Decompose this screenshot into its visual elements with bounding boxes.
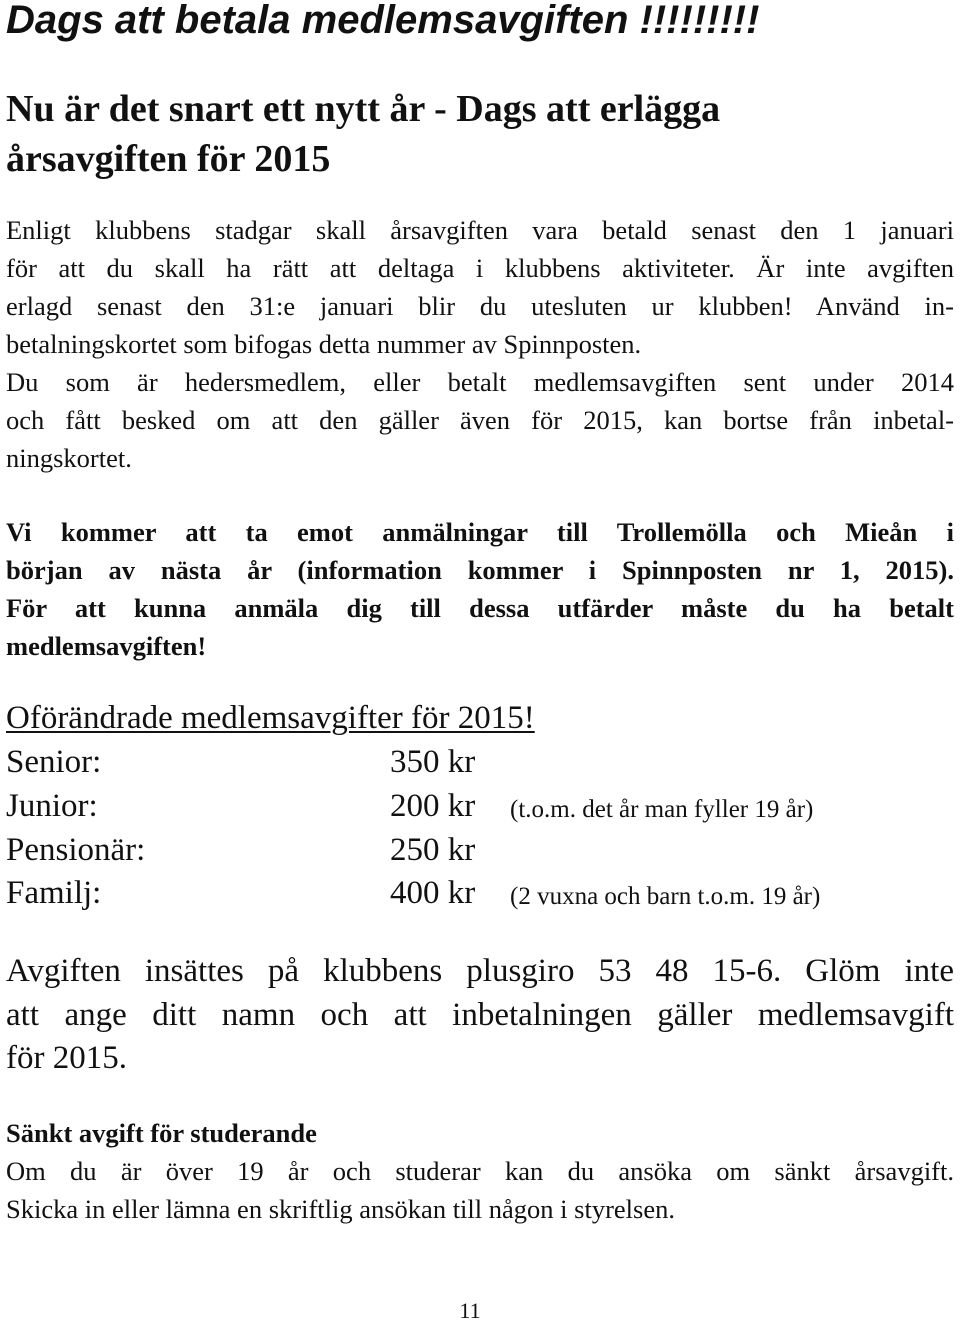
fee-amount: 400 kr	[390, 875, 476, 911]
paragraph-line: Avgiften insättes på klubbens plusgiro 53 48 15-6. Glöm inte	[6, 953, 954, 989]
fees-heading: Oförändrade medlemsavgifter för 2015!	[6, 700, 535, 736]
page-title: Dags att betala medlemsavgiften !!!!!!!!!	[6, 0, 760, 42]
fee-amount: 200 kr	[390, 788, 476, 824]
page-number: 11	[459, 1298, 481, 1323]
paragraph-line: och fått besked om att den gäller även för 2015, kan bortse från inbetal-	[6, 405, 954, 435]
fee-amount: 250 kr	[390, 832, 476, 868]
student-heading: Sänkt avgift för studerande	[6, 1118, 317, 1148]
fee-label: Senior:	[6, 744, 102, 780]
paragraph-line: erlagd senast den 31:e januari blir du utesluten ur klubben! Använd in-	[6, 291, 954, 321]
paragraph-line: medlemsavgiften!	[6, 631, 207, 661]
paragraph-line: För att kunna anmäla dig till dessa utfärder måste du ha betalt	[6, 593, 954, 623]
paragraph-line: betalningskortet som bifogas detta nummer av Spinnposten.	[6, 329, 642, 359]
paragraph-line: att ange ditt namn och att inbetalningen gäller medlemsavgift	[6, 997, 954, 1033]
paragraph-line: Om du är över 19 år och studerar kan du ansöka om sänkt årsavgift.	[6, 1156, 954, 1186]
paragraph-line: för att du skall ha rätt att deltaga i klubbens aktiviteter. Är inte avgiften	[6, 253, 954, 283]
fee-label: Pensionär:	[6, 832, 146, 868]
fee-note: (t.o.m. det år man fyller 19 år)	[510, 796, 814, 823]
fee-label: Familj:	[6, 875, 102, 911]
subtitle	[6, 84, 946, 184]
subtitle-line: Nu är det snart ett nytt år - Dags att erlägga	[6, 88, 721, 130]
fee-row-senior	[6, 741, 956, 783]
subtitle-line: årsavgiften för 2015	[6, 138, 331, 180]
fee-label: Junior:	[6, 788, 98, 824]
fee-row-junior	[6, 785, 956, 827]
paragraph-line: Enligt klubbens stadgar skall årsavgiften vara betald senast den 1 januari	[6, 215, 954, 245]
paragraph-line: Skicka in eller lämna en skriftlig ansökan till någon i styrelsen.	[6, 1194, 675, 1224]
fee-note: (2 vuxna och barn t.o.m. 19 år)	[510, 883, 821, 910]
fee-row-pensioner	[6, 829, 956, 871]
fee-amount: 350 kr	[390, 744, 476, 780]
paragraph-line: ningskortet.	[6, 443, 132, 473]
paragraph-line: början av nästa år (information kommer i Spinnposten nr 1, 2015).	[6, 555, 954, 585]
fee-row-family	[6, 872, 956, 914]
paragraph-line: Vi kommer att ta emot anmälningar till Trollemölla och Mieån i	[6, 517, 954, 547]
paragraph-line: för 2015.	[6, 1040, 127, 1076]
paragraph-line: Du som är hedersmedlem, eller betalt medlemsavgiften sent under 2014	[6, 367, 954, 397]
